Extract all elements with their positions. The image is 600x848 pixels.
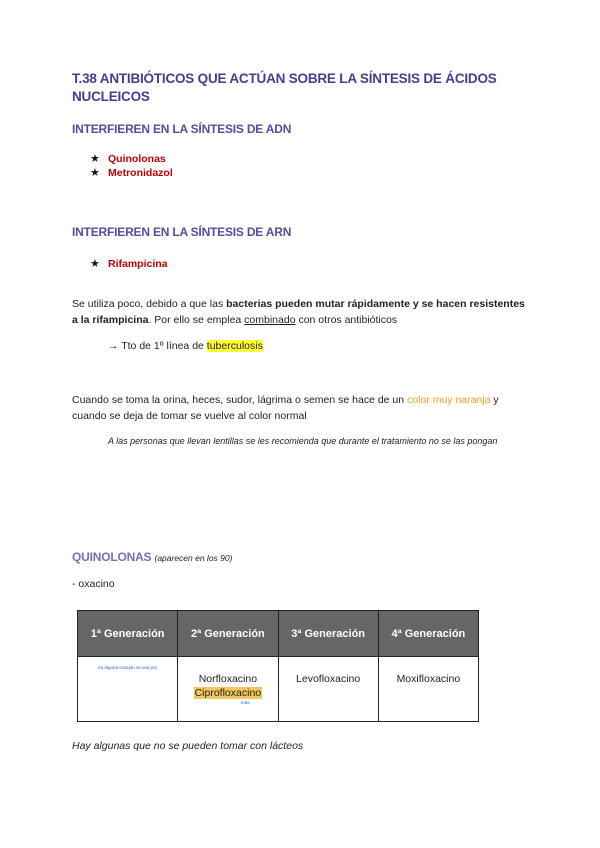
drug-moxifloxacino: Moxifloxacino (396, 673, 461, 685)
cell-gen-4 (378, 657, 478, 722)
drug-metronidazol: Metronidazol (108, 167, 173, 179)
text-span: con otros antibióticos (295, 314, 398, 326)
treatment-line (108, 340, 263, 352)
urine-color-paragraph (72, 392, 532, 424)
drug-ciprofloxacino: Ciprofloxacino (194, 687, 262, 699)
header-gen-3: 3ª Generación (278, 611, 378, 657)
drug-rifampicina: Rifampicina (108, 258, 168, 270)
header-gen-1: 1ª Generación (78, 611, 178, 657)
heading-adn: INTERFIEREN EN LA SÍNTESIS DE ADN (72, 122, 292, 136)
list-item (90, 166, 173, 180)
highlighted-tuberculosis: tuberculosis (206, 340, 263, 352)
drug-quinolonas: Quinolonas (108, 153, 166, 165)
list-item (90, 257, 168, 271)
gen1-note: en alguna ocasión se usa por (98, 665, 158, 670)
cell-gen-1 (78, 657, 178, 722)
list-item (90, 152, 173, 166)
quinolonas-subtitle: (aparecen en los 90) (154, 553, 233, 563)
star-bullet-icon: ★ (90, 258, 100, 270)
generations-table (77, 610, 479, 722)
treatment-prefix: → Tto de 1º línea de (108, 340, 207, 352)
quinolonas-title: QUINOLONAS (72, 550, 152, 564)
header-gen-2: 2ª Generación (178, 611, 278, 657)
rifampicina-paragraph (72, 296, 532, 328)
text-span: . Por ello se emplea (148, 314, 245, 326)
drug-levofloxacino: Levofloxacino (296, 673, 361, 685)
star-bullet-icon: ★ (90, 167, 100, 179)
lacteos-note: Hay algunas que no se pueden tomar con lácteos (72, 740, 304, 752)
heading-arn: INTERFIEREN EN LA SÍNTESIS DE ARN (72, 225, 292, 239)
bold-text: bacterias pueden mutar rápidamente y se hacen resistentes a la rifampicina (72, 298, 525, 326)
oxacino-suffix: - oxacino (72, 578, 115, 590)
adn-list (90, 152, 173, 180)
cell-gen-2 (178, 657, 278, 722)
text-span: y cuando se deja de tomar se vuelve al color normal (72, 394, 499, 422)
drug-norfloxacino: Norfloxacino (198, 673, 258, 685)
table-row (78, 657, 479, 722)
arn-list (90, 257, 168, 271)
quinolonas-heading (72, 550, 232, 564)
table-header-row (78, 611, 479, 657)
text-span: Cuando se toma la orina, heces, sudor, lágrima o semen se hace de un (72, 394, 408, 406)
orange-text: color muy naranja (407, 394, 491, 406)
text-span: Se utiliza poco, debido a que las (72, 298, 227, 310)
lentillas-note: A las personas que llevan lentillas se les recomienda que durante el tratamiento no se las pongan (108, 436, 498, 446)
underlined-text: combinado (244, 314, 296, 326)
document-title: T.38 ANTIBIÓTICOS QUE ACTÚAN SOBRE LA SÍNTESIS DE ÁCIDOS NUCLEICOS (72, 71, 497, 104)
cell-gen-3 (278, 657, 378, 722)
cipro-note: más (240, 700, 250, 705)
star-bullet-icon: ★ (90, 153, 100, 165)
header-gen-4: 4ª Generación (378, 611, 478, 657)
